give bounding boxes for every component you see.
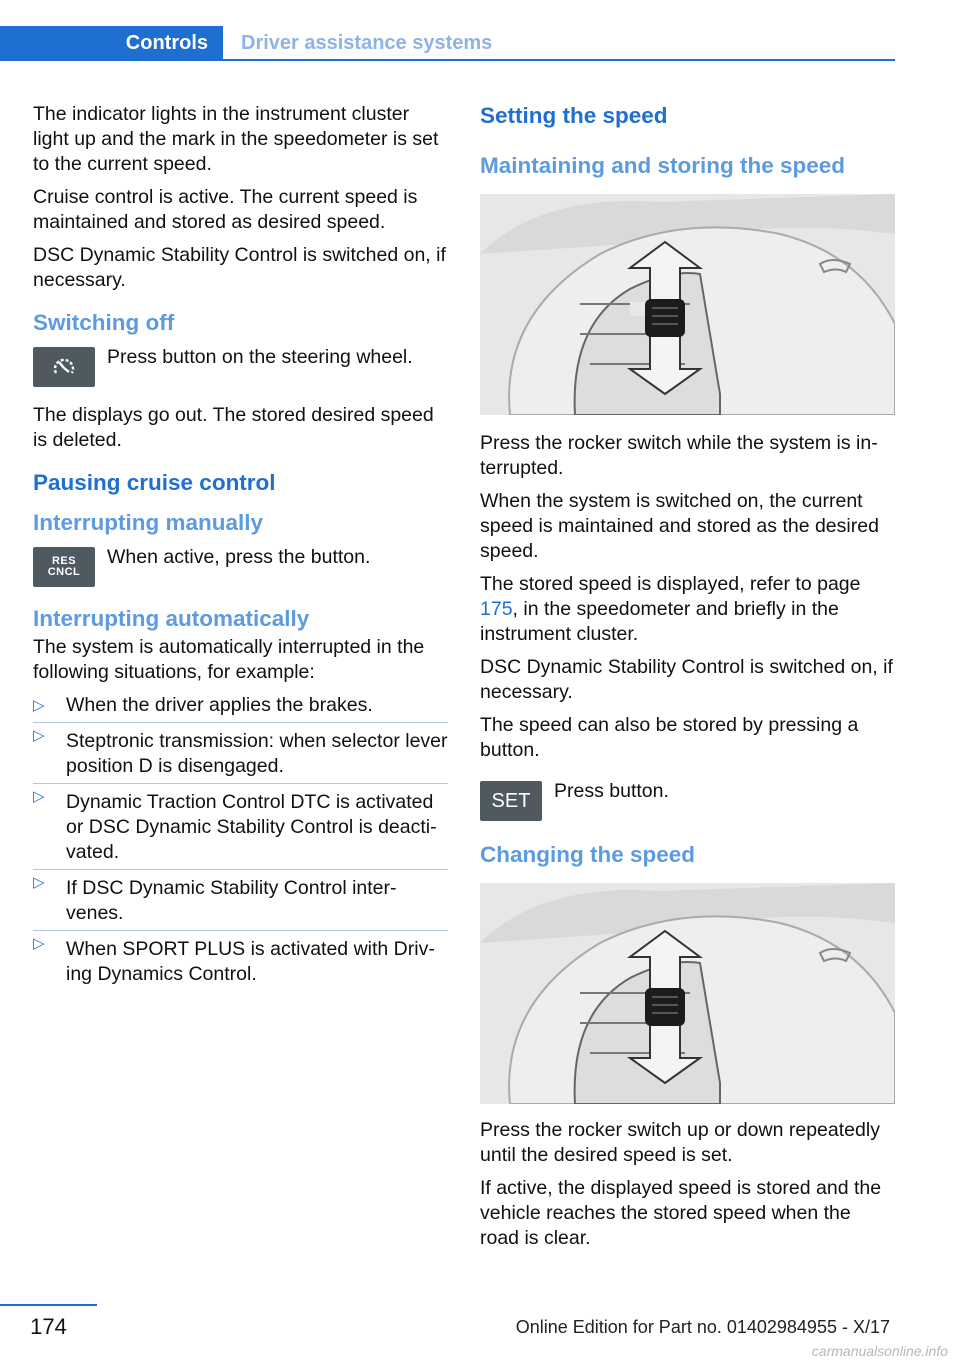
heading-changing-the-speed: Changing the speed (480, 842, 696, 867)
paragraph: Press the rocker switch up or down repeatedly until the desired speed is set. (480, 1119, 880, 1166)
list-item: ▷ Steptronic transmission: when selector lever position D is disengaged. (33, 722, 448, 779)
paragraph: The system is automatically interrupted in the following situations, for example: (33, 636, 425, 683)
triangle-bullet-icon: ▷ (33, 874, 45, 891)
watermark: carmanualsonline.info (811, 1343, 948, 1359)
triangle-bullet-icon: ▷ (33, 935, 45, 952)
steering-wheel-rocker-image (480, 194, 895, 415)
cruise-control-off-icon (33, 347, 95, 387)
list-item: ▷ If DSC Dynamic Stability Control inter‐venes. (33, 869, 448, 926)
page-header (0, 26, 895, 61)
paragraph: DSC Dynamic Stability Control is switched on, if necessary. (33, 244, 446, 291)
page-reference-link[interactable]: 175 (480, 598, 513, 620)
heading-pausing: Pausing cruise control (33, 470, 276, 495)
edition-footer: Online Edition for Part no. 01402984955 - X/17 (515, 1317, 890, 1337)
steering-wheel-rocker-image-2 (480, 883, 895, 1104)
paragraph: When the system is switched on, the current speed is maintained and stored as the desired speed. (480, 490, 879, 562)
switch-off-row (33, 345, 448, 387)
tab-controls[interactable]: Controls (0, 26, 223, 61)
paragraph: Cruise control is active. The current speed is maintained and stored as desired speed. (33, 186, 418, 233)
triangle-bullet-icon: ▷ (33, 727, 45, 744)
tab-driver-assistance-systems[interactable]: Driver assistance systems (241, 32, 493, 54)
list-item: ▷ When the driver applies the brakes. (33, 694, 373, 716)
paragraph: The speed can also be stored by pressing a button. (480, 714, 859, 761)
res-cncl-row (33, 545, 448, 587)
heading-maintaining-storing: Maintaining and storing the speed (480, 153, 846, 178)
paragraph: DSC Dynamic Stability Control is switched on, if necessary. (480, 656, 893, 703)
heading-interrupting-automatically: Interrupting automatically (33, 606, 310, 631)
paragraph: The indicator lights in the instrument cluster light up and the mark in the speedometer is set to the current speed. (33, 103, 439, 175)
res-cncl-button-icon: RES CNCL (33, 547, 95, 587)
heading-setting-the-speed: Setting the speed (480, 103, 668, 128)
left-column (33, 102, 448, 987)
manual-instruction: When active, press the button. (107, 546, 371, 568)
paragraph: The displays go out. The stored desired speed is deleted. (33, 404, 434, 451)
list-item: ▷ When SPORT PLUS is activated with Driv‐ing Dynamics Control. (33, 930, 448, 987)
paragraph: If active, the displayed speed is stored and the vehicle reaches the stored speed when the road is clear. (480, 1177, 882, 1249)
paragraph: The stored speed is displayed, refer to page 175, in the speedometer and briefly in the instrument cluster. (480, 573, 861, 645)
triangle-bullet-icon: ▷ (33, 697, 45, 714)
paragraph: Press the rocker switch while the system is in‐terrupted. (480, 432, 878, 479)
interruption-list (33, 693, 448, 987)
set-button-row (480, 779, 895, 821)
page-number-rule (0, 1304, 97, 1306)
triangle-bullet-icon: ▷ (33, 788, 45, 805)
page-number: 174 (30, 1314, 67, 1339)
set-button-icon: SET (480, 781, 542, 821)
list-item: ▷ Dynamic Traction Control DTC is activated or DSC Dynamic Stability Control is deacti‐vated. (33, 783, 448, 865)
right-column (480, 102, 895, 1259)
heading-interrupting-manually: Interrupting manually (33, 510, 264, 535)
heading-switching-off: Switching off (33, 310, 175, 335)
switch-off-instruction: Press button on the steering wheel. (107, 346, 413, 368)
set-instruction: Press button. (554, 780, 669, 802)
